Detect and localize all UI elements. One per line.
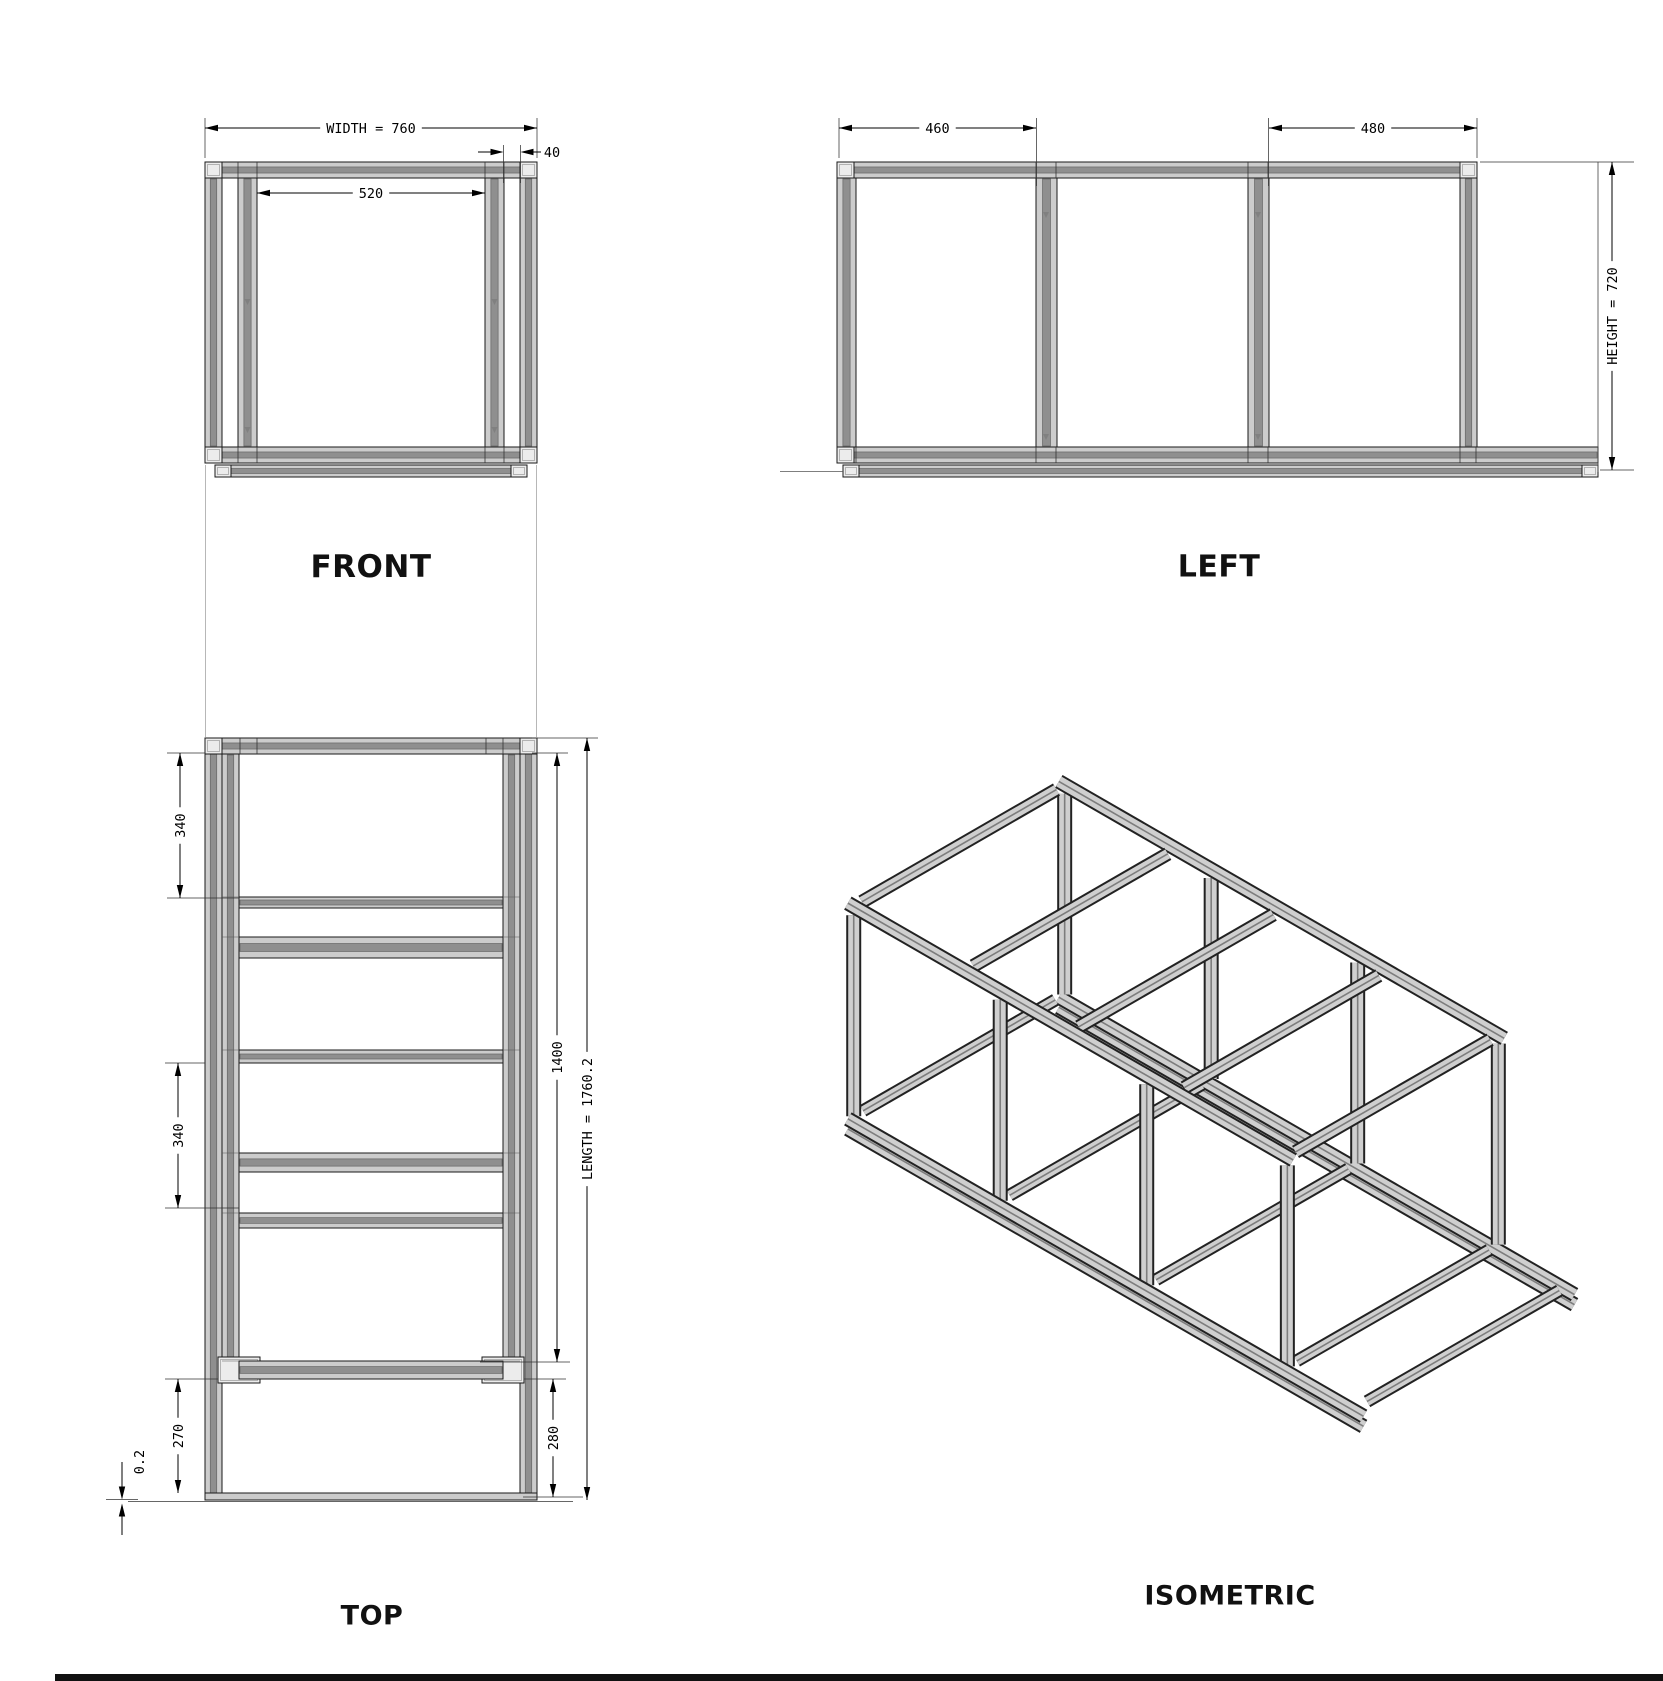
dim-front-width-text: WIDTH = 760 bbox=[326, 120, 416, 137]
left-view bbox=[780, 118, 1634, 477]
isometric-view-label: ISOMETRIC bbox=[1144, 1580, 1316, 1612]
left-view-label: LEFT bbox=[1177, 549, 1261, 585]
dim-front-profile-text: 40 bbox=[543, 144, 561, 161]
front-view-label: FRONT bbox=[310, 549, 432, 585]
dim-top-270-text: 270 bbox=[170, 1423, 187, 1449]
dim-top-340a-text: 340 bbox=[172, 813, 189, 838]
dim-left-460-text: 460 bbox=[925, 120, 950, 137]
top-view bbox=[106, 738, 598, 1535]
dim-left-480-text: 480 bbox=[1360, 120, 1386, 137]
bottom-edge-bar bbox=[55, 1674, 1663, 1681]
dim-top-1400-text: 1400 bbox=[549, 1041, 566, 1074]
dim-top-gap-text: 0.2 bbox=[132, 1449, 148, 1475]
top-view-label: TOP bbox=[340, 1600, 404, 1632]
front-view bbox=[205, 118, 560, 737]
isometric-view bbox=[848, 781, 1575, 1426]
dim-front-inner-text: 520 bbox=[358, 185, 384, 202]
dim-top-length-text: LENGTH = 1760.2 bbox=[579, 1058, 596, 1180]
dim-top-340b-text: 340 bbox=[170, 1123, 187, 1148]
dim-left-height-text: HEIGHT = 720 bbox=[1604, 267, 1621, 365]
dim-top-280-text: 280 bbox=[545, 1425, 562, 1451]
